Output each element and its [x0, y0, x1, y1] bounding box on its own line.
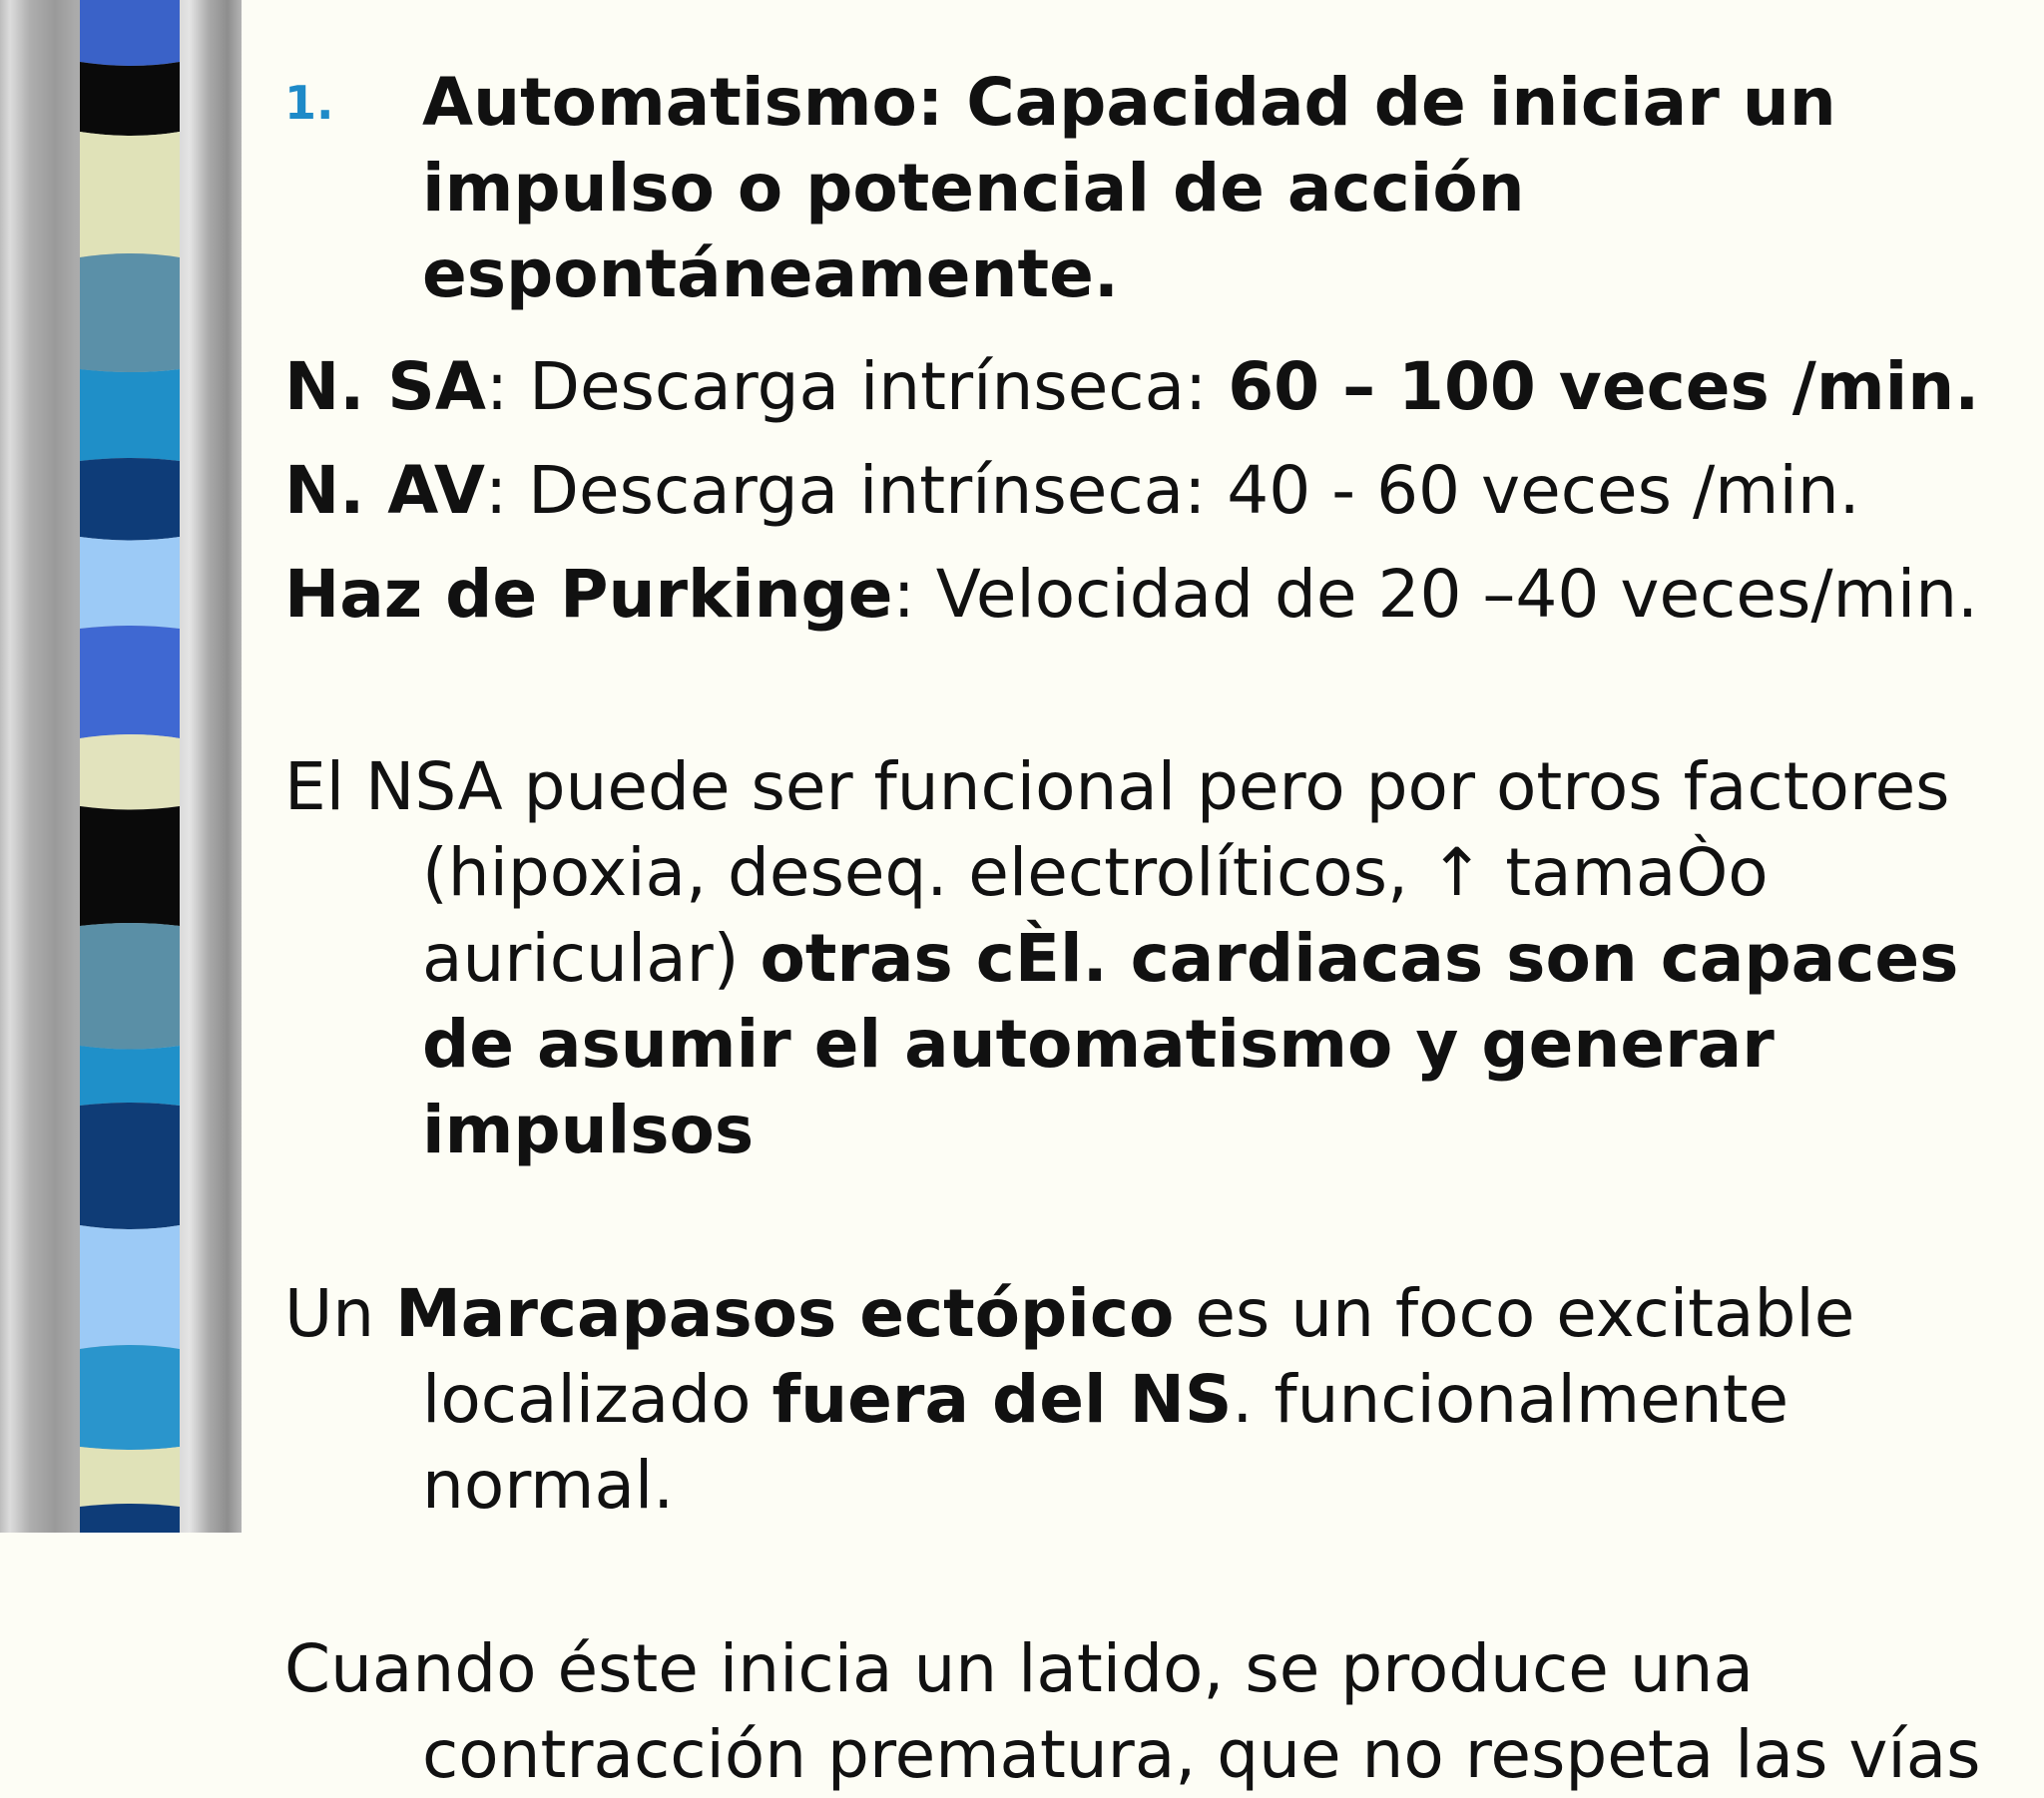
paragraph-marcapasos — [284, 1271, 2001, 1529]
line-nodo-sa — [284, 335, 2001, 439]
label-haz-purkinge: Haz de Purkinge — [284, 556, 893, 633]
nsa-bold: otras cÈl. cardiacas son capaces de asumir el automatismo y generar impulsos — [422, 920, 1959, 1168]
marcapasos-mid: es un foco excitable localizado — [422, 1275, 1855, 1438]
line-haz-purkinge — [284, 543, 2001, 647]
item-automatismo-text: Automatismo: Capacidad de iniciar un impulso o potencial de acción espontáneamente. — [422, 64, 1836, 312]
value-nodo-sa: 60 – 100 veces /min. — [1228, 348, 1980, 425]
list-number: 1. — [284, 76, 334, 130]
decorative-stripes — [62, 0, 192, 1533]
paragraph-nsa — [284, 744, 2001, 1173]
label-nodo-sa: N. SA — [284, 348, 486, 425]
marcapasos-bold-1: Marcapasos ectópico — [395, 1275, 1175, 1352]
text-haz-purkinge: : Velocidad de 20 –40 veces/min. — [892, 556, 1978, 633]
text-nodo-sa: : Descarga intrínseca: — [485, 348, 1229, 425]
line-nodo-av — [284, 439, 2001, 543]
marcapasos-bold-2: fuera del NS — [771, 1361, 1233, 1438]
marcapasos-pre: Un — [284, 1275, 396, 1352]
cuando-line-1: Cuando éste inicia un latido, se produce una — [284, 1630, 1754, 1707]
cuando-line-2: contracción prematura, que no respeta las vías — [422, 1716, 1981, 1793]
paragraph-cuando — [284, 1626, 2001, 1798]
label-nodo-av: N. AV — [284, 452, 485, 529]
text-nodo-av: : Descarga intrínseca: 40 - 60 veces /min. — [484, 452, 1860, 529]
item-automatismo — [284, 60, 2001, 317]
nsa-text: El NSA puede ser funcional pero por otros factores (hipoxia, deseq. electrolíticos, ↑ tamaÒo auricular) — [284, 748, 1950, 997]
marcapasos-post: . funcionalmente normal. — [422, 1361, 1789, 1524]
decorative-side-panel — [0, 0, 242, 1533]
slide-content — [284, 60, 2001, 1798]
